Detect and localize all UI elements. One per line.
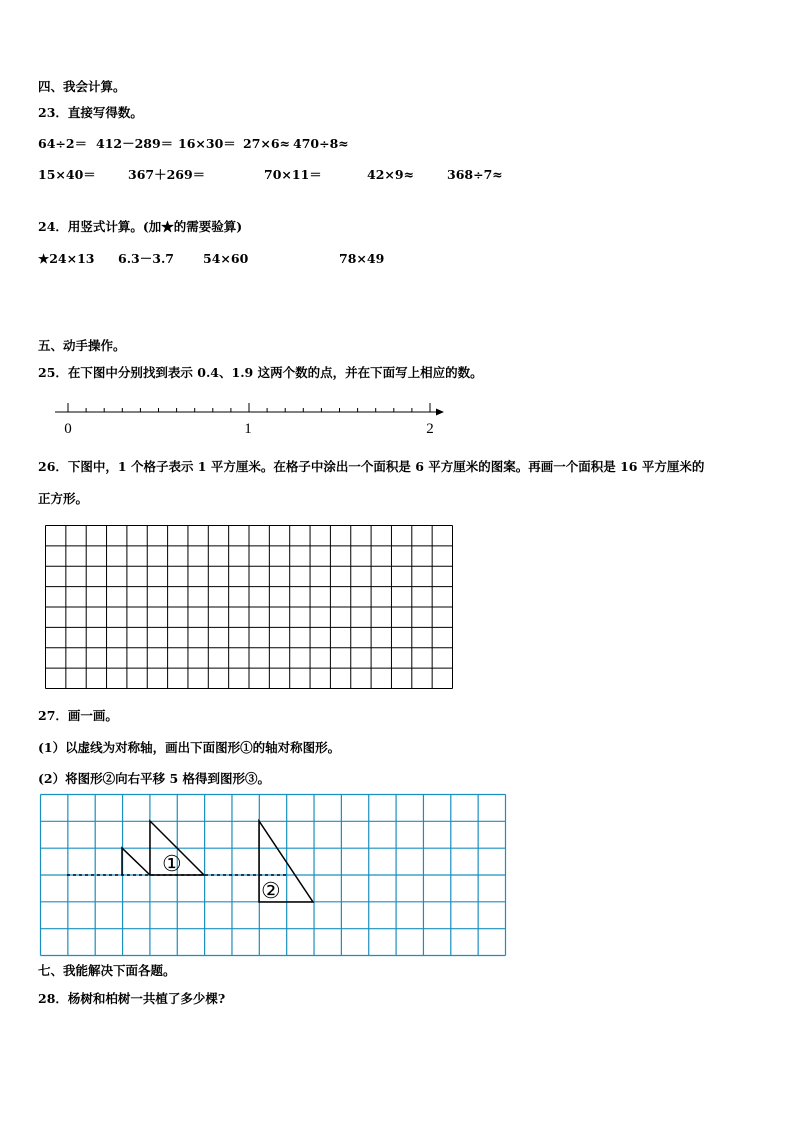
number-line-label-2: 2 bbox=[426, 421, 434, 437]
q23-item-4: 27×6≈ bbox=[243, 136, 291, 151]
shape-1-label: ① bbox=[162, 852, 182, 877]
q27-sub1: (1）以虚线为对称轴，画出下面图形①的轴对称图形。 bbox=[38, 740, 341, 755]
q26-title-line2: 正方形。 bbox=[38, 491, 89, 506]
q24-item-3: 54×60 bbox=[203, 251, 249, 266]
number-line-arrow bbox=[436, 409, 444, 416]
q24-item-4: 78×49 bbox=[339, 251, 385, 266]
q23-title: 23．直接写得数。 bbox=[38, 105, 143, 120]
q28-title: 28．杨树和柏树一共植了多少棵? bbox=[38, 991, 226, 1006]
q23-item-7: 367＋269＝ bbox=[128, 167, 206, 182]
number-line bbox=[0, 395, 460, 445]
q23-item-3: 16×30＝ bbox=[178, 136, 236, 151]
q27-sub2: (2）将图形②向右平移 5 格得到图形③。 bbox=[38, 771, 271, 786]
q25-title: 25．在下图中分别找到表示 0.4、1.9 这两个数的点，并在下面写上相应的数。 bbox=[38, 365, 483, 380]
drawing-grid[interactable] bbox=[40, 794, 506, 956]
q24-item-1: ★24×13 bbox=[38, 251, 95, 266]
section-7-heading: 七、我能解决下面各题。 bbox=[38, 963, 176, 978]
q23-item-1: 64÷2＝ bbox=[38, 136, 88, 151]
q23-item-8: 70×11＝ bbox=[264, 167, 322, 182]
q23-item-2: 412－289＝ bbox=[96, 136, 174, 151]
section-4-heading: 四、我会计算。 bbox=[38, 79, 126, 94]
area-grid[interactable] bbox=[45, 525, 453, 689]
q24-title: 24．用竖式计算。(加★的需要验算) bbox=[38, 219, 243, 234]
shape-2-label: ② bbox=[261, 879, 281, 904]
q23-item-10: 368÷7≈ bbox=[447, 167, 503, 182]
q23-item-6: 15×40＝ bbox=[38, 167, 96, 182]
q23-item-5: 470÷8≈ bbox=[293, 136, 349, 151]
q26-title-line1: 26．下图中，1 个格子表示 1 平方厘米。在格子中涂出一个面积是 6 平方厘米的图案。再画一个面积是 16 平方厘米的 bbox=[38, 459, 705, 474]
number-line-label-0: 0 bbox=[64, 421, 72, 437]
shape-1-small-triangle bbox=[122, 848, 150, 875]
q23-item-9: 42×9≈ bbox=[367, 167, 415, 182]
q27-title: 27．画一画。 bbox=[38, 708, 118, 723]
q24-item-2: 6.3－3.7 bbox=[118, 251, 174, 266]
section-5-heading: 五、动手操作。 bbox=[38, 338, 126, 353]
number-line-label-1: 1 bbox=[244, 421, 252, 437]
